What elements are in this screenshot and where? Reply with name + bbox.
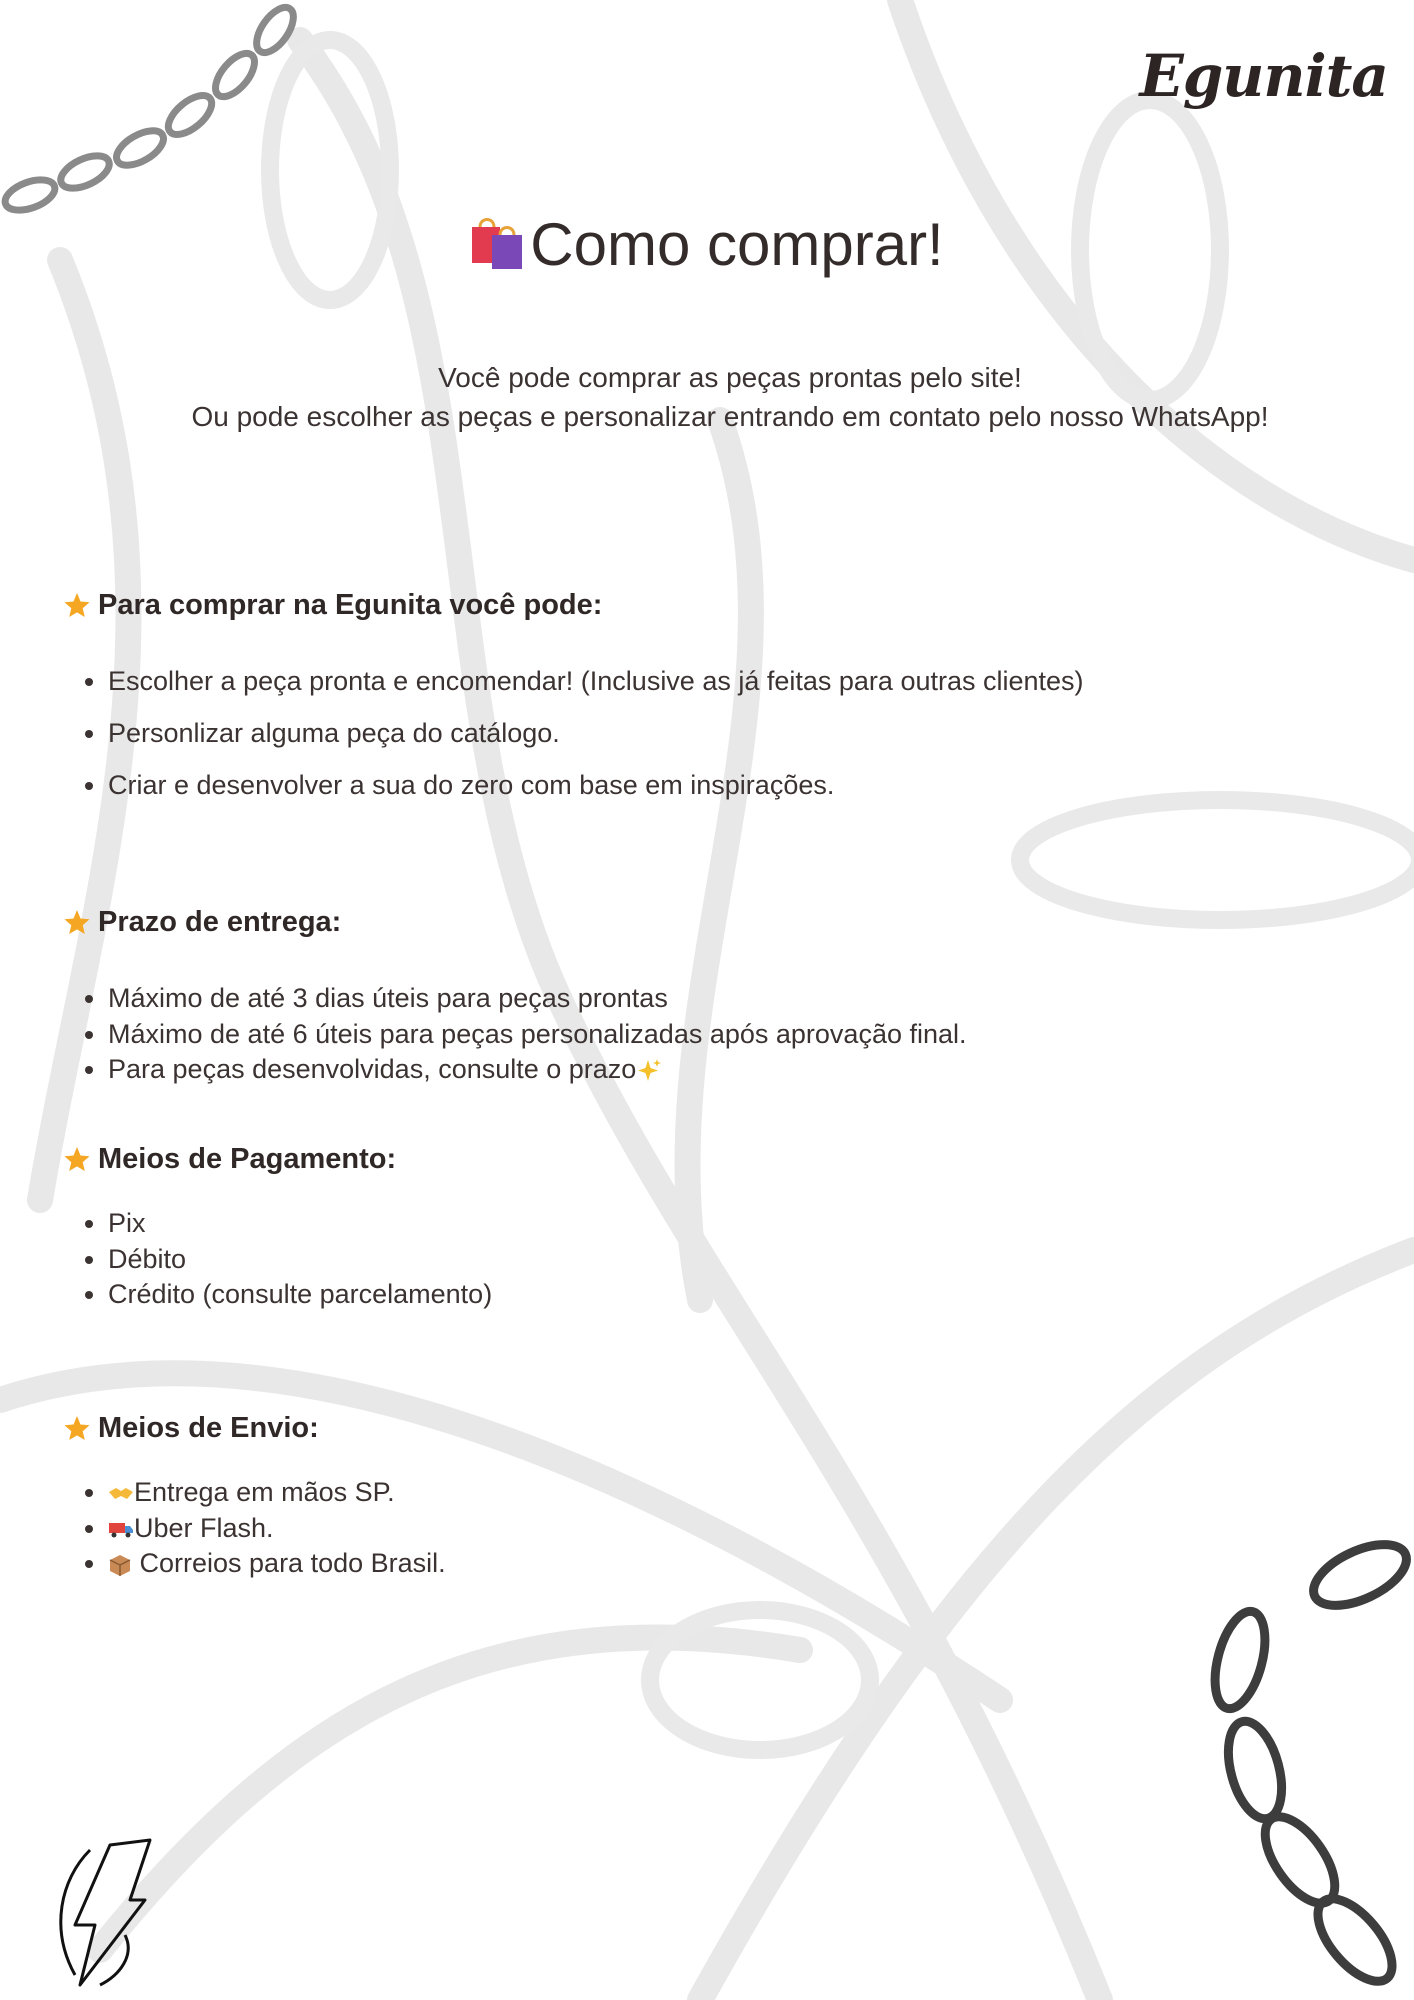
list-item: • Débito [108,1242,1342,1278]
delivery-list [62,981,1342,1088]
page-title [0,210,1414,285]
delivery-truck-icon [108,1519,134,1539]
list-item: • Criar e desenvolver a sua do zero com base em inspirações. [108,768,1342,802]
star-icon [62,908,92,938]
chain-icon [1,1,300,216]
sparkles-icon [636,1058,662,1084]
list-item: • Escolher a peça pronta e encomendar! (Inclusive as já feitas para outras clientes) [108,664,1342,698]
page-title-text: Como comprar! [530,211,944,279]
section-how-to-buy [62,589,1342,820]
option-list [62,664,1342,802]
list-item: • Personlizar alguma peça do catálogo. [108,716,1342,750]
list-item: • Pix [108,1206,1342,1242]
intro-line: Ou pode escolher as peças e personalizar entrando em contato pelo nosso WhatsApp! [191,401,1269,432]
brand-logo: Egunita [1139,42,1388,110]
handshake-icon [108,1484,134,1504]
section-shipping-methods [62,1412,1342,1582]
shipping-list [62,1475,1342,1582]
section-payment-methods [62,1143,1342,1313]
star-icon [62,1414,92,1444]
list-item: • Correios para todo Brasil. [108,1546,1342,1582]
section-delivery-time [62,906,1342,1088]
intro-text [170,358,1290,436]
list-item: • Crédito (consulte parcelamento) [108,1277,1342,1313]
shopping-bags-icon [470,213,526,285]
section-heading: Prazo de entrega: [62,906,1342,939]
section-heading: Para comprar na Egunita você pode: [62,589,1342,622]
star-icon [62,1145,92,1175]
section-heading: Meios de Envio: [62,1412,1342,1445]
lightning-bolt-icon [61,1840,150,1985]
list-item: • Uber Flash. [108,1511,1342,1547]
list-item: • Máximo de até 3 dias úteis para peças prontas [108,981,1342,1017]
list-item: • Para peças desenvolvidas, consulte o prazo [108,1052,1342,1088]
payment-list [62,1206,1342,1313]
list-item: • Máximo de até 6 úteis para peças personalizadas após aprovação final. [108,1017,1342,1053]
list-item: • Entrega em mãos SP. [108,1475,1342,1511]
star-icon [62,591,92,621]
package-icon [108,1553,132,1577]
section-heading: Meios de Pagamento: [62,1143,1342,1176]
intro-line: Você pode comprar as peças prontas pelo site! [438,362,1022,393]
